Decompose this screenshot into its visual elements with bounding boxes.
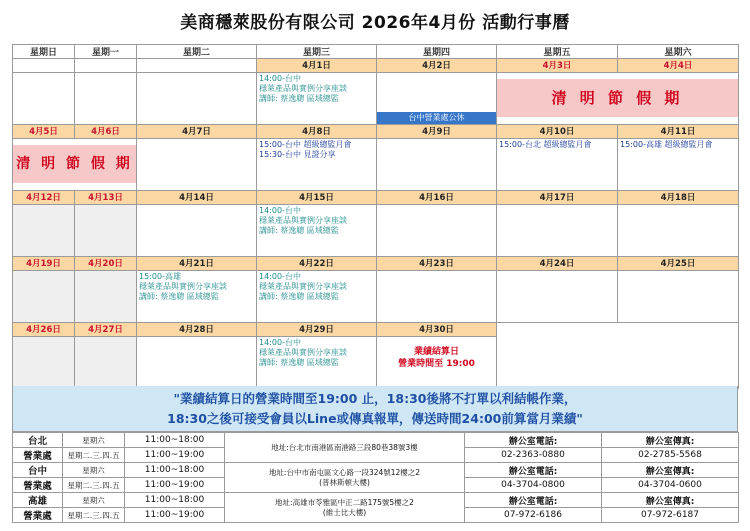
day-cell: [137, 73, 257, 125]
date-cell: 4月26日: [13, 323, 75, 337]
day-cell: [137, 205, 257, 257]
day-cell: [75, 73, 137, 125]
holiday-cell: [497, 73, 739, 125]
day-cell: [377, 271, 497, 323]
day-cell: [75, 205, 137, 257]
date-cell: 4月2日: [377, 59, 497, 73]
date-cell: 4月8日: [257, 125, 377, 139]
event-line: 穩萊產品與實例分享座談: [259, 216, 347, 225]
office-day: 星期二.三.四.五: [63, 448, 125, 463]
office-time: 11:00~19:00: [125, 478, 225, 493]
day-cell: [75, 337, 137, 389]
event-text: 15:00-高雄 超級總監月會: [620, 140, 713, 149]
office-time: 11:00~18:00: [125, 433, 225, 448]
address-line: (普林斯頓大樓): [319, 477, 370, 487]
date-row-3: [13, 191, 739, 205]
date-cell: 4月22日: [257, 257, 377, 271]
address-line: 地址:高雄市苓雅區中正二路175號5樓之2: [275, 497, 414, 507]
office-name: 台北: [13, 433, 63, 448]
office-day: 星期二.三.四.五: [63, 508, 125, 523]
date-row-2: [13, 125, 739, 139]
phone-label: 辦公室電話:: [465, 433, 602, 448]
date-cell: 4月15日: [257, 191, 377, 205]
settlement-notice: [12, 386, 738, 432]
event-line: 14:00-台中: [259, 338, 301, 347]
office-day: 星期二.三.四.五: [63, 478, 125, 493]
date-cell: 4月29日: [257, 323, 377, 337]
date-cell: 4月21日: [137, 257, 257, 271]
event-text: [257, 205, 376, 237]
date-row-5: [13, 323, 739, 337]
day-cell: [497, 139, 618, 191]
office-time: 11:00~18:00: [125, 463, 225, 478]
date-cell: 4月11日: [618, 125, 739, 139]
day-cell: [497, 205, 618, 257]
date-cell: 4月14日: [137, 191, 257, 205]
day-cell: [257, 337, 377, 389]
date-cell: 4月24日: [497, 257, 618, 271]
holiday-banner: 清 明 節 假 期: [497, 79, 738, 117]
day-cell: [257, 139, 377, 191]
date-cell: 4月20日: [75, 257, 137, 271]
date-cell: 4月5日: [13, 125, 75, 139]
event-line: 14:00-台中: [259, 74, 301, 83]
day-cell: [377, 139, 497, 191]
date-cell: 4月10日: [497, 125, 618, 139]
weekday-wed: 星期三: [257, 45, 377, 59]
date-cell: [13, 59, 75, 73]
date-cell: 4月17日: [497, 191, 618, 205]
day-cell: [377, 73, 497, 125]
day-cell: [75, 271, 137, 323]
event-line: 穩萊產品與實例分享座談: [259, 348, 347, 357]
calendar-table: [12, 44, 739, 389]
day-cell: [13, 271, 75, 323]
office-address: [225, 463, 465, 493]
office-row-taichung: [13, 463, 739, 478]
phone-label: 辦公室電話:: [465, 493, 602, 508]
address-line: 地址:台北市南港區南港路三段80巷38號3樓: [271, 442, 418, 452]
fax-label: 辦公室傳真:: [602, 493, 739, 508]
day-cell: [137, 271, 257, 323]
phone-number: 04-3704-0800: [465, 478, 602, 493]
day-cell: [257, 271, 377, 323]
date-cell: 4月27日: [75, 323, 137, 337]
day-cell: [13, 337, 75, 389]
day-cell: [618, 271, 739, 323]
date-cell: 4月1日: [257, 59, 377, 73]
day-cell: [618, 139, 739, 191]
date-cell: 4月28日: [137, 323, 257, 337]
event-line: 15:00-台中 超級總監月會: [259, 140, 352, 149]
fax-label: 辦公室傳真:: [602, 433, 739, 448]
date-cell: 4月9日: [377, 125, 497, 139]
event-line: 穩萊產品與實例分享座談: [259, 84, 347, 93]
day-cell: [137, 337, 257, 389]
date-cell: 4月13日: [75, 191, 137, 205]
fax-number: 02-2785-5568: [602, 448, 739, 463]
day-cell: [13, 205, 75, 257]
date-cell: 4月19日: [13, 257, 75, 271]
empty-cell: [497, 323, 739, 389]
date-cell: 4月30日: [377, 323, 497, 337]
calendar-grid: [12, 44, 738, 386]
office-name: 營業處: [13, 478, 63, 493]
date-cell: 4月18日: [618, 191, 739, 205]
address-line: (維士比大樓): [322, 507, 367, 517]
event-text: 15:00-台北 超級總監月會: [499, 140, 592, 149]
office-row-taipei: [13, 433, 739, 448]
content-row-1: [13, 73, 739, 125]
office-address: [225, 493, 465, 523]
event-line: 講師: 蔡逸聰 區域總監: [259, 94, 339, 103]
date-cell: 4月16日: [377, 191, 497, 205]
event-text: [257, 271, 376, 303]
date-cell: [75, 59, 137, 73]
day-cell: [257, 73, 377, 125]
event-line: 講師: 蔡逸聰 區域總監: [259, 226, 339, 235]
notice-line-1: "業績結算日的營業時間至19:00 止，18:30後將不打單以利結帳作業，: [173, 391, 577, 406]
office-closed-bar: 台中營業處公休: [377, 112, 496, 124]
page-title: 美商穩萊股份有限公司 2026年4月份 活動行事曆: [180, 13, 570, 33]
date-cell: [137, 59, 257, 73]
fax-number: 07-972-6187: [602, 508, 739, 523]
event-line: 穩萊產品與實例分享座談: [139, 282, 227, 291]
office-time: 11:00~19:00: [125, 508, 225, 523]
event-line: 14:00-台中: [259, 206, 301, 215]
fax-label: 辦公室傳真:: [602, 463, 739, 478]
weekday-mon: 星期一: [75, 45, 137, 59]
day-cell: [377, 337, 497, 389]
content-row-2: [13, 139, 739, 191]
event-line: 講師: 蔡逸聰 區域總監: [259, 358, 339, 367]
office-info-table: [12, 432, 739, 523]
office-name: 營業處: [13, 508, 63, 523]
date-row-1: [13, 59, 739, 73]
office-day: 星期六: [63, 463, 125, 478]
holiday-cell: [13, 139, 137, 191]
address-line: 地址:台中市南屯區文心路一段324號12樓之2: [268, 467, 421, 477]
notice-line-2: 18:30之後可接受會員以Line或傳真報單，傳送時間24:00前算當月業績": [167, 411, 583, 426]
settlement-title: 業績結算日: [413, 347, 459, 357]
office-name: 營業處: [13, 448, 63, 463]
event-text: [257, 139, 376, 161]
phone-label: 辦公室電話:: [465, 463, 602, 478]
date-cell: 4月3日: [497, 59, 618, 73]
day-cell: [13, 73, 75, 125]
event-line: 講師: 蔡逸聰 區域總監: [139, 292, 219, 301]
date-cell: 4月25日: [618, 257, 739, 271]
office-time: 11:00~18:00: [125, 493, 225, 508]
office-address: [225, 433, 465, 463]
day-cell: [497, 271, 618, 323]
phone-number: 07-972-6186: [465, 508, 602, 523]
date-cell: 4月6日: [75, 125, 137, 139]
date-cell: 4月23日: [377, 257, 497, 271]
day-cell: [137, 139, 257, 191]
event-line: 15:00-高雄: [139, 272, 181, 281]
event-text: [257, 73, 376, 105]
day-cell: [377, 205, 497, 257]
weekday-sat: 星期六: [618, 45, 739, 59]
weekday-fri: 星期五: [497, 45, 618, 59]
phone-number: 02-2363-0880: [465, 448, 602, 463]
settlement-note: [377, 337, 496, 370]
settlement-hours: 營業時間至 19:00: [398, 359, 475, 369]
event-text: [257, 337, 376, 369]
date-row-4: [13, 257, 739, 271]
weekday-header-row: [13, 45, 739, 59]
weekday-tue: 星期二: [137, 45, 257, 59]
content-row-3: [13, 205, 739, 257]
event-line: 穩萊產品與實例分享座談: [259, 282, 347, 291]
fax-number: 04-3704-0600: [602, 478, 739, 493]
event-line: 講師: 蔡逸聰 區域總監: [259, 292, 339, 301]
date-cell: 4月4日: [618, 59, 739, 73]
office-name: 台中: [13, 463, 63, 478]
date-cell: 4月12日: [13, 191, 75, 205]
weekday-thu: 星期四: [377, 45, 497, 59]
weekday-sun: 星期日: [13, 45, 75, 59]
office-day: 星期六: [63, 493, 125, 508]
holiday-banner: 清 明 節 假 期: [13, 145, 136, 183]
event-line: 15:30-台中 見證分享: [259, 150, 336, 159]
office-row-kaohsiung: [13, 493, 739, 508]
day-cell: [618, 205, 739, 257]
content-row-4: [13, 271, 739, 323]
event-line: 14:00-台中: [259, 272, 301, 281]
date-cell: 4月7日: [137, 125, 257, 139]
day-cell: [257, 205, 377, 257]
office-name: 高雄: [13, 493, 63, 508]
event-text: [137, 271, 256, 303]
office-day: 星期六: [63, 433, 125, 448]
office-time: 11:00~19:00: [125, 448, 225, 463]
